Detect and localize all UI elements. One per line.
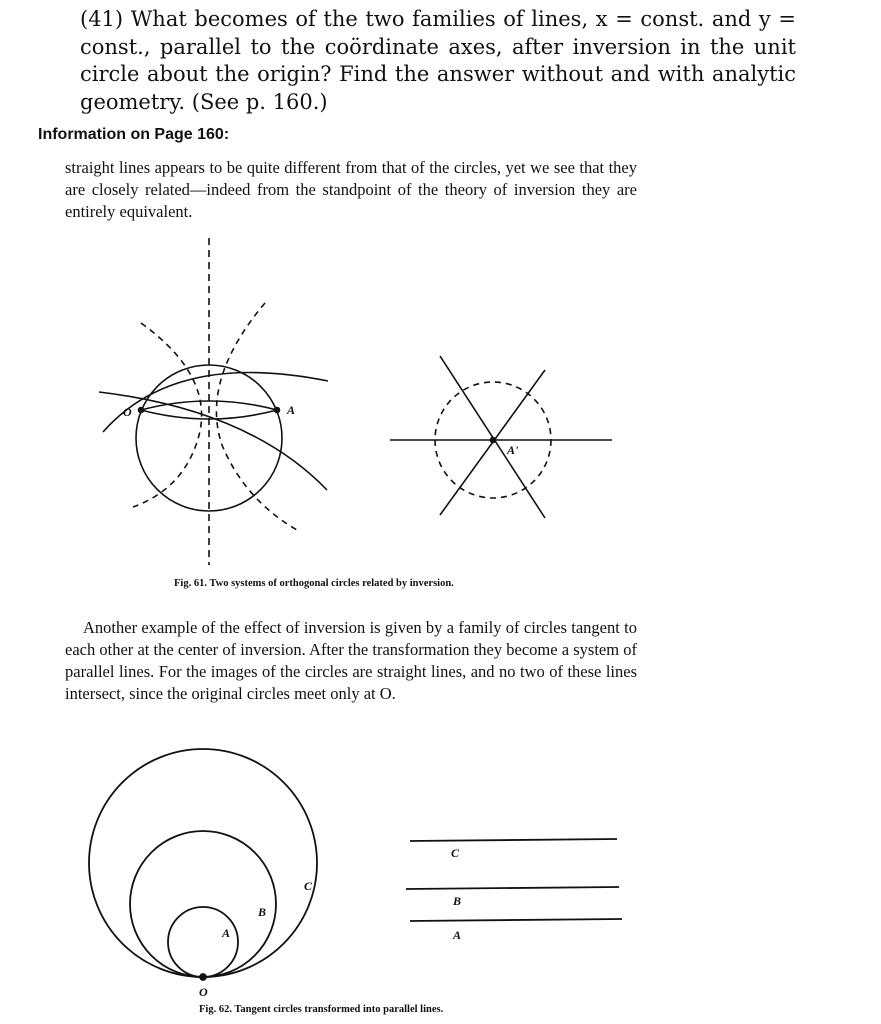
fig62-line-a — [410, 919, 622, 921]
fig61-label-a-prime: A' — [507, 443, 519, 457]
fig62-line-b — [406, 887, 619, 889]
fig62-point-o — [200, 974, 206, 980]
fig62-circle-label-a: A — [222, 926, 231, 940]
fig62-line-c — [410, 839, 617, 841]
fig61-label-o: O — [123, 405, 132, 419]
info-label: Information on Page 160: — [38, 126, 230, 143]
fig62-line-label-b: B — [453, 894, 462, 908]
fig62-caption: Fig. 62. Tangent circles transformed into parallel lines. — [199, 1004, 444, 1015]
fig62-line-label-c: C — [451, 846, 460, 860]
book-paragraph-top-text: straight lines appears to be quite different from that of the circles, yet we see that they are closely related—indeed from the standpoint of the theory of inversion they are entirely equivalent. — [65, 158, 637, 221]
fig62-circle-c — [89, 749, 317, 977]
fig62-circle-label-c: C — [304, 879, 313, 893]
book-paragraph-mid-text: Another example of the effect of inversion is given by a family of circles tangent to each other at the center of inversion. After the transformation they become a system of parallel lines. For the images of the circles are straight lines, and no two of these lines intersect, since the original circles meet only at O. — [65, 618, 637, 703]
fig61-caption: Fig. 61. Two systems of orthogonal circles related by inversion. — [174, 578, 454, 589]
fig62-label-o: O — [199, 985, 208, 999]
fig62-circle-label-b: B — [258, 905, 267, 919]
problem-text: (41) What becomes of the two families of lines, x = const. and y = const., parallel to the coördinate axes, after inversion in the unit circle about the origin? Find the answer without and with analytic geometry. (See p. 160.) — [80, 7, 796, 114]
fig62-circle-b — [130, 831, 276, 977]
fig62-line-label-a: A — [453, 928, 462, 942]
fig61-label-a: A — [287, 403, 296, 417]
fig62-circle-a — [168, 907, 238, 977]
